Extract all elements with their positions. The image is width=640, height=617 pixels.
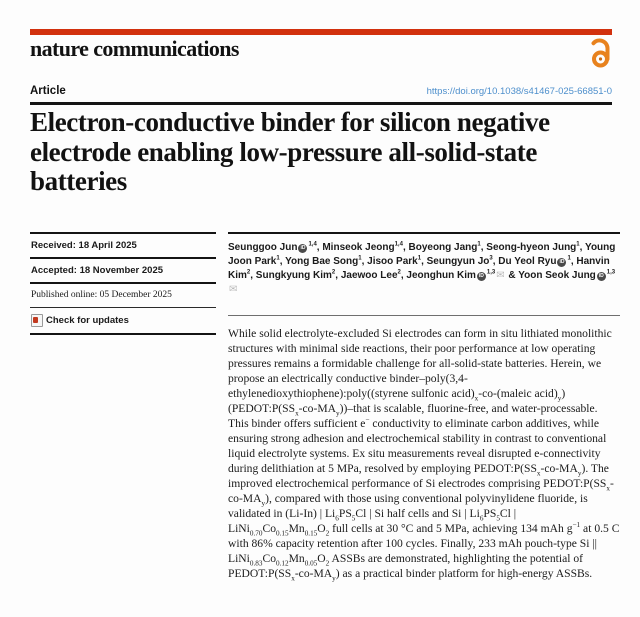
doi-link[interactable]: https://doi.org/10.1038/s41467-025-66851-0 <box>426 86 612 97</box>
mail-icon[interactable]: ✉ <box>496 270 505 281</box>
article-meta-sidebar <box>30 232 216 335</box>
check-for-updates-button[interactable] <box>30 308 216 335</box>
received-value: 18 April 2025 <box>78 240 137 251</box>
orcid-icon[interactable]: iD <box>478 273 484 279</box>
orcid-icon[interactable]: iD <box>598 273 604 279</box>
author-list: Seunggoo Jun iD$^{1,4}$, Minseok Jeong$^{1,4}$, Boyeong Jang$^1$, Seong-hyeon Jung$^1$, Young Joon Park$^1$, Yong Bae Song$^1$, Jisoo Park$^1$, Seungyun Jo$^3$, Du Yeol Ryu $iD^1$, Hanvin Kim$^2$, Sungkyung Kim$^2$, Jaewoo Lee$^2$, Jeonghun Kim iD$^{1,3}$✉ & Yoon Seok Jung iD$^{1,3}$✉ <box>228 241 616 295</box>
crossmark-icon <box>31 314 43 327</box>
published-label: Published online: <box>31 290 98 300</box>
received-date <box>30 234 216 259</box>
orcid-icon[interactable]: iD <box>300 245 306 251</box>
abstract-text: While solid electrolyte-excluded Si electrodes can form in situ lithiated monolithic structures with minimal side reactions, their poor performance at low operating pressures remains a formidable challenge for all-solid-state batteries. Herein, we propose an electrically conductive binder–poly(3,4-ethylenedioxythiophene):poly((styrene sulfonic $acid)_x-co-(maleic$ $acid)_y$) $(PEDOT:P(SS_x-co-MA_y))$–that is scalable, fluorine-free, and water-processable. This binder offers sufficient e− conductivity to eliminate carbon additives, while ensuring strong adhesion and electrochemical stability in contrast to conventional liquid electrolyte systems. Ex situ measurements reveal disrupted e-connectivity during delithiation at 5 MPa, resolved by employing $PEDOT:P(SS_x-co-MA_y)$. The improved electrochemical performance of Si electrodes comprising $PEDOT:P(SS_x-co-MA_y)$, compared with those using conventional polyvinylidene fluoride, is validated in (Li-In) | $Li_6PS_5Cl$ | Si half cells and Si | $Li_6PS_5Cl$ | $LiNi_{0.70}Co_{0.15}Mn_{0.15}O_2$ full cells at 30 °C and 5 MPa, achieving 134 mAh $g^{-1}$ at 0.5 C with 86% capacity retention after 100 cycles. Finally, 233 mAh pouch-type Si || $LiNi_{0.83}Co_{0.12}Mn_{0.05}O_2$ ASSBs are demonstrated, highlighting the potential of $PEDOT:P(SS_x-co-MA_y)$ as a practical binder platform for high-energy ASSBs. <box>228 327 620 583</box>
journal-name: nature communications <box>30 36 239 61</box>
published-date <box>30 284 216 308</box>
article-type-label: Article <box>30 85 66 97</box>
accepted-value: 18 November 2025 <box>79 265 164 276</box>
orcid-icon[interactable]: iD <box>559 259 565 265</box>
accepted-date <box>30 259 216 284</box>
article-main-column <box>228 232 620 581</box>
brand-rule <box>30 29 612 35</box>
received-label: Received: <box>31 240 76 251</box>
published-value: 05 December 2025 <box>99 290 172 300</box>
header-divider <box>30 102 612 105</box>
page-title: Electron-conductive binder for silicon negative electrode enabling low-pressure all-solid-state batteries <box>30 107 550 196</box>
accepted-label: Accepted: <box>31 265 77 276</box>
mail-icon[interactable]: ✉ <box>229 284 238 295</box>
check-for-updates-label: Check for updates <box>46 315 129 326</box>
open-access-icon[interactable] <box>590 38 612 68</box>
article-header-row <box>30 85 612 97</box>
